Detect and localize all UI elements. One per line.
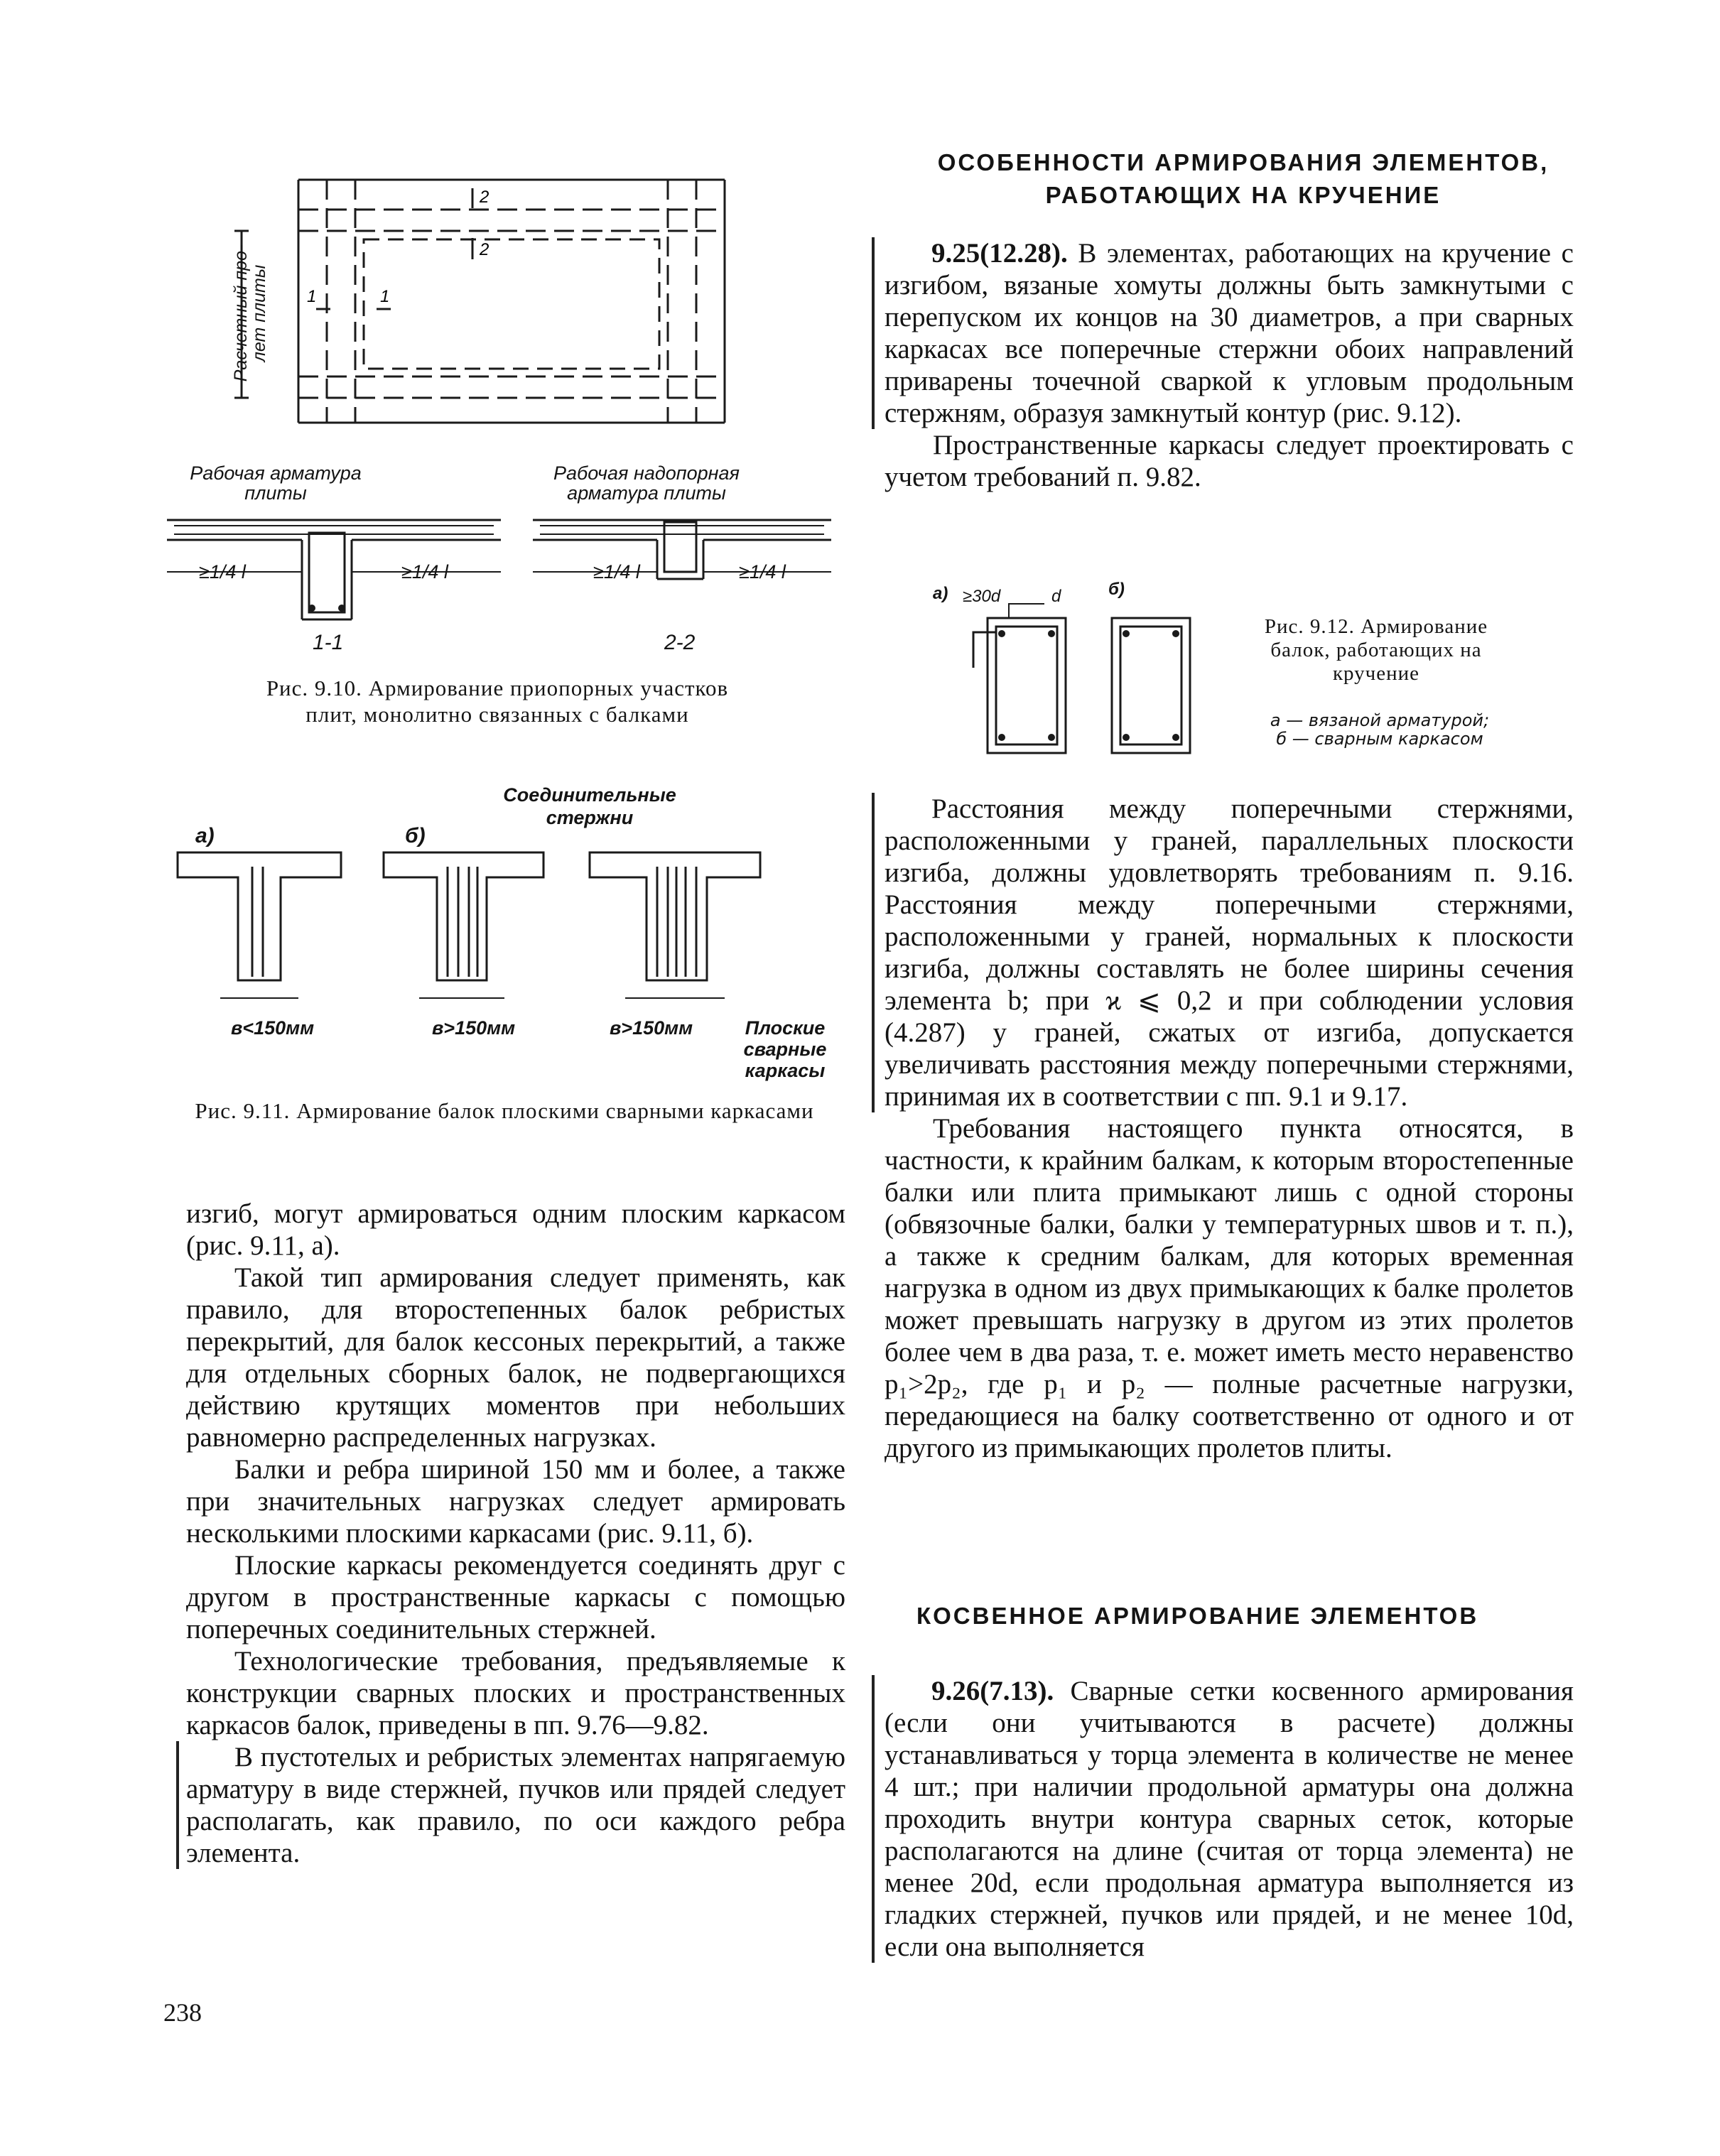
width-label-3: в>150мм [610,1017,693,1039]
right-column-top [885,237,1574,493]
figure-9-12-drawing [931,590,1215,760]
requirements-paragraph: Требования настоящего пункта относятся, в частности, к крайним балкам, к которым второстепенные балки или плита примыкают лишь с одной стороны (обвязочные балки, балки у температурных швов и т. п.), а также к средним балкам, для которых временная нагрузка в одном из двух примыкающих к балке пролетов может превышать нагрузку в другом из этих пролетов более чем в два раза, т. е. может иметь место неравенство p₁>2p₂, где p₁ и p₂ — полные расчетные нагрузки, передающиеся на балку соответственно от одного и от другого из примыкающих пролетов плиты. [885,1113,1574,1463]
figure-9-10-section-2-2 [526,497,838,597]
svg-text:1: 1 [380,287,390,306]
span-label-text: Расчетный про- лет плиты [231,244,269,382]
left-paragraph-2: Такой тип армирования следует применять, как правило, для второстепенных балок ребристых перекрытий, для балок кессоных перекрытий, а также для отдельных сборных балок, не подвергающихся действию крутящих моментов при небольших равномерно распределенных нагрузках. [186,1262,845,1453]
clause-9-25-frames: Пространственные каркасы следует проектировать с учетом требований п. 9.82. [885,430,1574,492]
clause-9-25 [872,237,1574,429]
svg-text:2: 2 [480,240,490,259]
quarter-label-1: ≥1/4 l [199,561,246,583]
page-number: 238 [163,1998,202,2027]
fig912-label-30d: ≥30d [963,587,1001,606]
figure-9-11-drawing [171,838,838,1023]
clause-9-26-text: Сварные сетки косвенного армирования (если они учитываются в расчете) должны устанавливаться у торца элемента в количестве не менее 4 шт.; при наличии продольной арматуры она должна проходить внутри контура сварных сеток, которые располагаются на длине (считая от торца элемента) не менее 20d, если продольная арматура выполняется из гладких стержней, пучков или прядей, и не менее 10d, если она выполняется [885,1676,1574,1962]
heading-torsion: ОСОБЕННОСТИ АРМИРОВАНИЯ ЭЛЕМЕНТОВ, РАБОТАЮЩИХ НА КРУЧЕНИЕ [937,149,1549,208]
quarter-label-2: ≥1/4 l [401,561,448,583]
figure-9-12-caption: Рис. 9.12. Армирование балок, работающих на кручение [1264,615,1488,685]
heading-indirect: КОСВЕННОЕ АРМИРОВАНИЕ ЭЛЕМЕНТОВ [916,1603,1479,1629]
svg-text:1: 1 [307,287,317,306]
clause-9-26 [872,1675,1574,1963]
quarter-label-4: ≥1/4 l [739,561,786,583]
svg-text:2: 2 [480,188,490,207]
cut-label-2-2: 2-2 [664,631,696,654]
figure-9-11-caption: Рис. 9.11. Армирование балок плоскими сварными каркасами [195,1098,814,1123]
span-label [229,234,271,398]
right-column-bottom [885,1675,1574,1963]
quarter-label-3: ≥1/4 l [593,561,640,583]
left-paragraph-6: В пустотелых и ребристых элементах напрягаемую арматуру в виде стержней, пучков или прядей следует располагать, как правило, по оси каждого ребра элемента. [176,1741,845,1869]
right-column-middle [885,793,1574,1464]
figure-9-10-plan [227,160,767,444]
fig912-label-d: d [1051,587,1061,606]
left-paragraph-5: Технологические требования, предъявляемые к конструкции сварных плоских и пространственных каркасов балок, приведены в пп. 9.76—9.82. [186,1646,845,1740]
fig911-label-a: а) [195,824,215,847]
cut-label-1-1: 1-1 [313,631,344,654]
flat-frames-label: Плоские сварные каркасы [743,1017,827,1081]
fig912-label-b: б) [1108,580,1125,599]
top-rebar-label: Рабочая надопорная арматура плиты [553,462,740,504]
clause-9-25-number: 9.25(12.28). [931,238,1068,269]
connecting-rods-label: Соединительные стержни [503,784,676,828]
work-rebar-label: Рабочая арматура плиты [190,462,362,504]
fig911-label-b: б) [405,824,426,847]
fig912-label-a: а) [933,584,948,603]
width-label-1: в<150мм [231,1017,315,1039]
clause-9-25-text: В элементах, работающих на кручение с изгибом, вязаные хомуты должны быть замкнутыми с перепуском их концов на 30 диаметров, а при сварных каркасах все поперечные стержни обоих направлений приварены точечной сваркой к угловым продольным стержням, образуя замкнутый контур (рис. 9.12). [885,238,1574,428]
clause-9-26-number: 9.26(7.13). [931,1676,1054,1706]
figure-9-12-legend-a: а — вязаной арматурой; [1270,710,1490,730]
left-paragraph-1: изгиб, могут армироваться одним плоским каркасом (рис. 9.11, а). [186,1198,845,1261]
figure-9-10-caption: Рис. 9.10. Армирование приопорных участков плит, монолитно связанных с балками [266,676,729,727]
spacing-paragraph: Расстояния между поперечными стержнями, расположенными у граней, параллельных плоскости изгиба, должны удовлетворять требованиям п. 9.16. Расстояния между поперечными стержнями, расположенными у граней, нормальных к плоскости изгиба, должны составлять не более ширины сечения элемента b; при ϰ ⩽ 0,2 и при соблюдении условия (4.287) у граней, сжатых от изгиба, допускается увеличивать расстояния между поперечными стержнями, принимая их в соответствии с пп. 9.1 и 9.17. [872,793,1574,1112]
width-label-2: в>150мм [432,1017,516,1039]
left-paragraph-4: Плоские каркасы рекомендуется соединять друг с другом в пространственные каркасы с помощью поперечных соединительных стержней. [186,1550,845,1645]
left-column [186,1198,845,1869]
figure-9-12-legend-b: б — сварным каркасом [1276,729,1483,749]
left-paragraph-3: Балки и ребра шириной 150 мм и более, а также при значительных нагрузках следует армировать несколькими плоскими каркасами (рис. 9.11, б). [186,1454,845,1549]
